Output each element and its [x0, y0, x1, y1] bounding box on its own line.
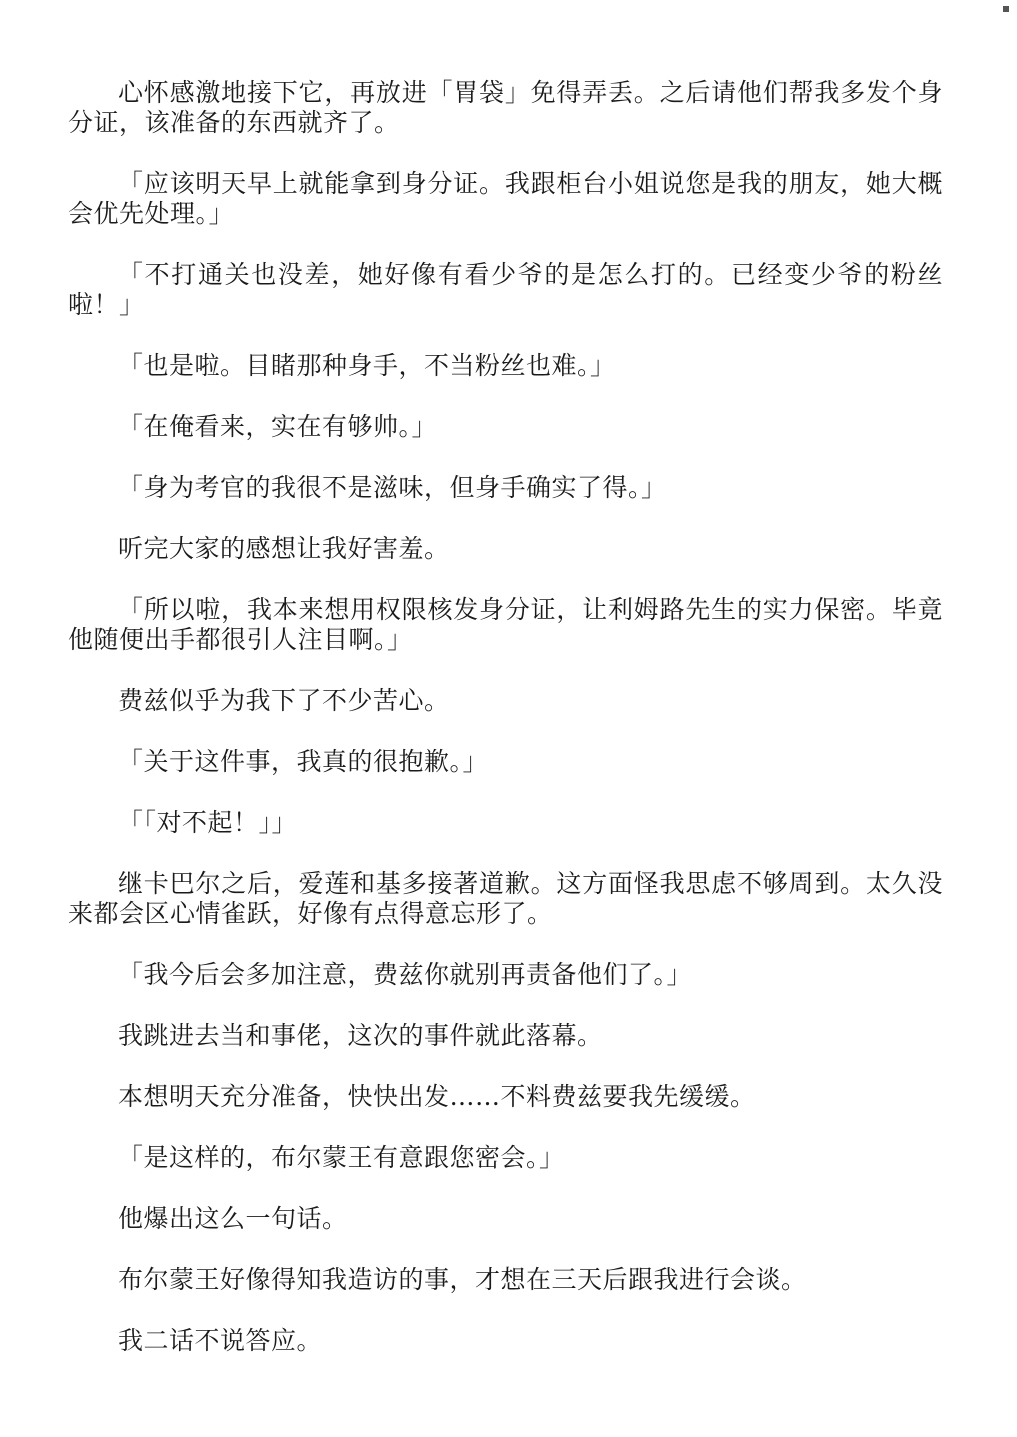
- paragraph: 布尔蒙王好像得知我造访的事，才想在三天后跟我进行会谈。: [118, 1265, 807, 1294]
- paragraph: 「「对不起！」」: [118, 808, 298, 837]
- paragraph: 「不打通关也没差，她好像有看少爷的是怎么打的。已经变少爷的粉丝啦！」: [68, 260, 943, 319]
- paragraph: 他爆出这么一句话。: [118, 1204, 348, 1233]
- paragraph: 费兹似乎为我下了不少苦心。: [118, 686, 450, 715]
- paragraph: 继卡巴尔之后，爱莲和基多接著道歉。这方面怪我思虑不够周到。太久没来都会区心情雀跃，好像有点得意忘形了。: [68, 869, 943, 928]
- paragraph: 「是这样的，布尔蒙王有意跟您密会。」: [118, 1143, 565, 1172]
- paragraph: 「我今后会多加注意，费兹你就别再责备他们了。」: [118, 960, 693, 989]
- document-body: [68, 78, 943, 1356]
- paragraph: 「关于这件事，我真的很抱歉。」: [118, 747, 489, 776]
- paragraph: 「也是啦。目睹那种身手，不当粉丝也难。」: [118, 351, 616, 380]
- paragraph: 心怀感激地接下它，再放进「胃袋」免得弄丢。之后请他们帮我多发个身分证，该准备的东西就齐了。: [68, 78, 943, 137]
- paragraph: 我二话不说答应。: [118, 1326, 323, 1355]
- paragraph: 「身为考官的我很不是滋味，但身手确实了得。」: [118, 473, 667, 502]
- page-corner-mark: [1003, 6, 1009, 12]
- paragraph: 「所以啦，我本来想用权限核发身分证，让利姆路先生的实力保密。毕竟他随便出手都很引人注目啊。」: [68, 595, 943, 654]
- paragraph: 听完大家的感想让我好害羞。: [118, 534, 450, 563]
- paragraph: 我跳进去当和事佬，这次的事件就此落幕。: [118, 1021, 603, 1050]
- paragraph: 本想明天充分准备，快快出发……不料费兹要我先缓缓。: [118, 1082, 756, 1111]
- paragraph: 「应该明天早上就能拿到身分证。我跟柜台小姐说您是我的朋友，她大概会优先处理。」: [68, 169, 943, 228]
- paragraph: 「在俺看来，实在有够帅。」: [118, 412, 438, 441]
